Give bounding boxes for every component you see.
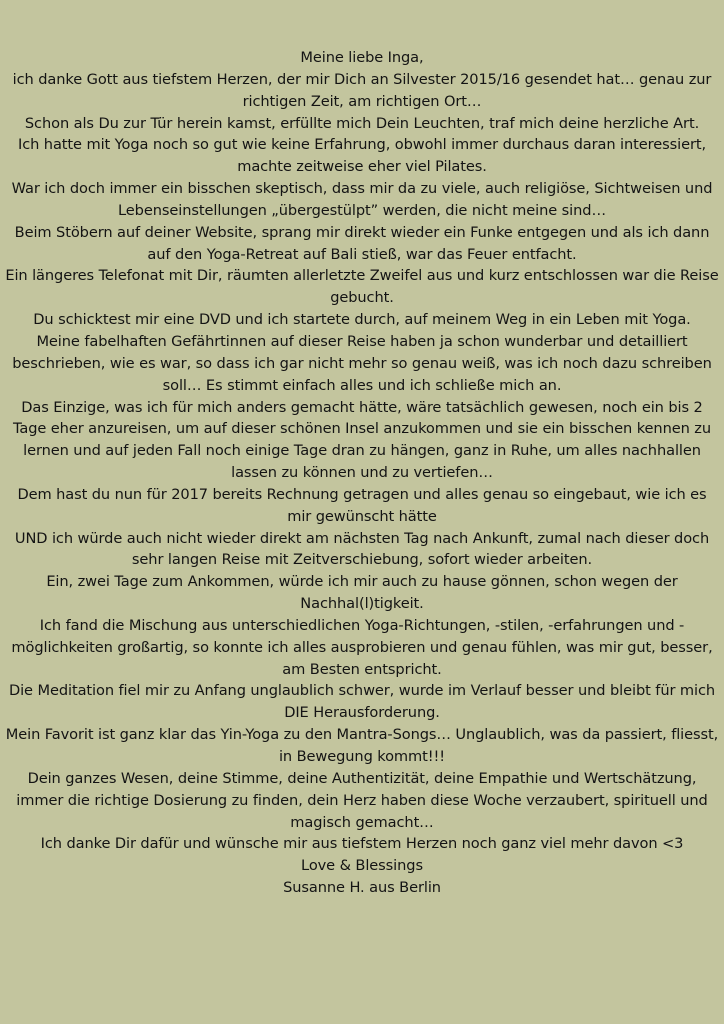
letter-paragraph: Beim Stöbern auf deiner Website, sprang mir direkt wieder ein Funke entgegen und als ich dann auf den Yoga-Retreat auf Bali stieß, war das Feuer entfacht.: [14, 223, 710, 263]
letter-paragraph: Das Einzige, was ich für mich anders gemacht hätte, wäre tatsächlich gewesen, noch ein bis 2 Tage eher anzureisen, um auf dieser schönen Insel anzukommen und sie ein bisschen kennen zu lernen und auf jeden Fall noch einige Tage dran zu hängen, ganz in Ruhe, um alles nachhallen lassen zu können und zu vertiefen…: [12, 398, 712, 482]
letter-paragraph: Ich hatte mit Yoga noch so gut wie keine Erfahrung, obwohl immer durchaus daran interessiert, machte zeitweise eher viel Pilates.: [17, 136, 707, 176]
letter-paragraph: Dem hast du nun für 2017 bereits Rechnung getragen und alles genau so eingebaut, wie ich es mir gewünscht hätte: [17, 485, 707, 525]
letter-paragraph: Ich danke Dir dafür und wünsche mir aus tiefstem Herzen noch ganz viel mehr davon <3: [40, 835, 684, 853]
letter-paragraph: Schon als Du zur Tür herein kamst, erfüllte mich Dein Leuchten, traf mich deine herzliche Art.: [24, 114, 700, 132]
letter-closing: Love & Blessings: [301, 857, 423, 875]
letter-greeting: Meine liebe Inga,: [300, 49, 424, 66]
letter-paragraph: War ich doch immer ein bisschen skeptisch, dass mir da zu viele, auch religiöse, Sichtweisen und Lebenseinstellungen „übergestülpt” werden, die nicht meine sind…: [11, 180, 713, 219]
letter-paragraph: Ich fand die Mischung aus unterschiedlichen Yoga-Richtungen, -stilen, -erfahrungen und -möglichkeiten großartig, so konnte ich alles ausprobieren und genau fühlen, was mir gut, besser, am Besten entspricht.: [11, 616, 713, 678]
letter-paragraph: Ein längeres Telefonat mit Dir, räumten allerletzte Zweifel aus und kurz entschlossen war die Reise gebucht.: [5, 267, 719, 307]
letter-paragraph: Mein Favorit ist ganz klar das Yin-Yoga zu den Mantra-Songs… Unglaublich, was da passiert, fliesst, in Bewegung kommt!!!: [5, 726, 719, 765]
letter-paragraph: Meine fabelhaften Gefährtinnen auf dieser Reise haben ja schon wunderbar und detailliert beschrieben, wie es war, so dass ich gar nicht mehr so genau weiß, was ich noch dazu schreiben soll… Es stimmt einfach alles und ich schließe mich an.: [12, 332, 712, 394]
letter-paragraph: Dein ganzes Wesen, deine Stimme, deine Authentizität, deine Empathie und Wertschätzung, immer die richtige Dosierung zu finden, dein Herz haben diese Woche verzaubert, spirituell und magisch gemacht…: [16, 769, 708, 831]
letter-paragraph: Die Meditation fiel mir zu Anfang unglaublich schwer, wurde im Verlauf besser und bleibt für mich DIE Herausforderung.: [8, 682, 716, 722]
letter-paragraph: Du schicktest mir eine DVD und ich startete durch, auf meinem Weg in ein Leben mit Yoga.: [33, 311, 691, 329]
letter-signature: Susanne H. aus Berlin: [283, 879, 441, 897]
letter-paragraph: UND ich würde auch nicht wieder direkt am nächsten Tag nach Ankunft, zumal nach dieser doch sehr langen Reise mit Zeitverschiebung, sofort wieder arbeiten.: [14, 529, 710, 569]
letter-paragraph: Ein, zwei Tage zum Ankommen, würde ich mir auch zu hause gönnen, schon wegen der Nachhal(l)tigkeit.: [46, 573, 678, 613]
letter-paragraph: ich danke Gott aus tiefstem Herzen, der mir Dich an Silvester 2015/16 gesendet hat… genau zur richtigen Zeit, am richtigen Ort…: [12, 70, 712, 110]
letter-body: [0, 47, 724, 899]
